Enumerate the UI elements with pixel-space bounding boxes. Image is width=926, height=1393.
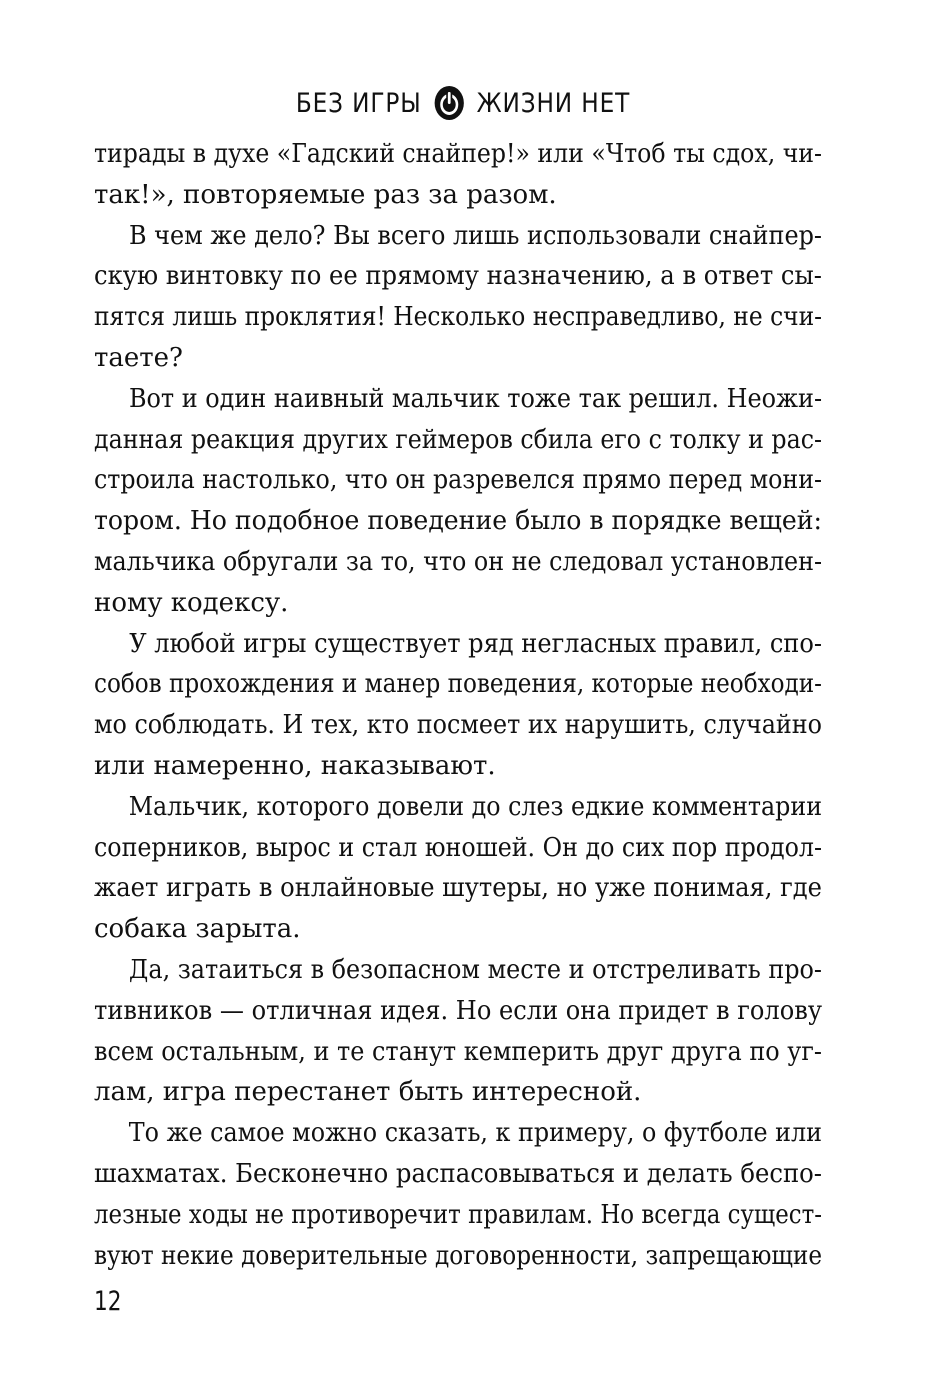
text-line: скую винтовку по ее прямому назначению, а в ответ сы- bbox=[94, 261, 823, 292]
text-line: или намеренно, наказывают. bbox=[94, 750, 496, 781]
text-line: Да, затаиться в безопасном месте и отстреливать про- bbox=[128, 954, 822, 985]
text-line: таете? bbox=[94, 342, 183, 373]
paragraph bbox=[94, 216, 822, 379]
text-line: Мальчик, которого довели до слез едкие комментарии bbox=[128, 791, 823, 822]
text-line: строила настолько, что он разревелся прямо перед мони- bbox=[94, 465, 822, 496]
paragraph bbox=[94, 787, 822, 950]
text-line: У любой игры существует ряд негласных правил, спо- bbox=[129, 628, 822, 659]
paragraph bbox=[94, 1113, 822, 1276]
text-line: собака зарыта. bbox=[94, 914, 301, 945]
text-line: мальчика обругали за то, что он не следовал установлен- bbox=[94, 546, 823, 577]
text-line: соперников, вырос и стал юношей. Он до сих пор продол- bbox=[94, 832, 823, 863]
text-line: собов прохождения и манер поведения, которые необходи- bbox=[94, 669, 822, 700]
text-line: лезные ходы не противоречит правилам. Но всегда сущест- bbox=[94, 1199, 822, 1230]
text-line: В чем же дело? Вы всего лишь использовали снайпер- bbox=[128, 220, 823, 251]
running-head-left: БЕЗ ИГРЫ bbox=[295, 87, 422, 119]
text-line: шахматах. Бесконечно распасовываться и делать беспо- bbox=[94, 1158, 822, 1189]
running-head bbox=[65, 78, 861, 128]
paragraph bbox=[94, 379, 822, 624]
power-button-icon bbox=[434, 85, 465, 121]
page-number: 12 bbox=[94, 1286, 122, 1317]
paragraph bbox=[94, 950, 822, 1113]
text-line: тирады в духе «Гадский снайпер!» или «Чтоб ты сдох, чи- bbox=[94, 139, 823, 169]
text-line: Вот и один наивный мальчик тоже так решил. Неожи- bbox=[128, 383, 823, 414]
body-text bbox=[94, 134, 822, 1276]
text-line: всем остальным, и те станут кемперить друг друга по уг- bbox=[94, 1036, 822, 1067]
running-head-right: ЖИЗНИ НЕТ bbox=[476, 87, 631, 119]
text-line: мо соблюдать. И тех, кто посмеет их нарушить, случайно bbox=[94, 710, 823, 741]
text-line: так!», повторяемые раз за разом. bbox=[94, 179, 557, 210]
text-line: вуют некие доверительные договоренности, запрещающие bbox=[94, 1240, 823, 1271]
paragraph bbox=[94, 624, 822, 787]
text-line: жает играть в онлайновые шутеры, но уже понимая, где bbox=[94, 873, 822, 904]
text-line: данная реакция других геймеров сбила его с толку и рас- bbox=[94, 424, 822, 455]
paragraph bbox=[94, 134, 822, 216]
text-line: тором. Но подобное поведение было в порядке вещей: bbox=[94, 506, 823, 537]
text-line: тивников — отличная идея. Но если она придет в голову bbox=[94, 995, 823, 1026]
text-line: пятся лишь проклятия! Несколько несправедливо, не счи- bbox=[94, 302, 823, 333]
text-line: ному кодексу. bbox=[94, 587, 289, 618]
text-line: лам, игра перестанет быть интересной. bbox=[94, 1077, 642, 1108]
text-line: То же самое можно сказать, к примеру, о футболе или bbox=[128, 1118, 823, 1149]
